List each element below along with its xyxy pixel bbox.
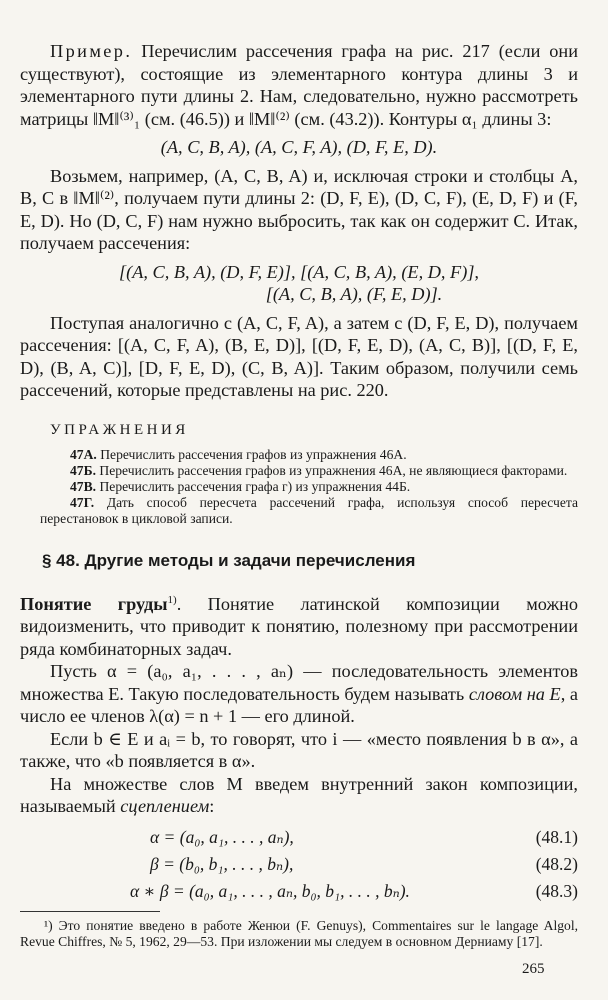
formula-48-3: α ∗ β = (a₀, a₁, . . . , aₙ, b₀, b₁, . . . , bₙ). (48.3) (130, 880, 578, 901)
example-lead: Пример. (50, 41, 133, 61)
section-paragraph-4: На множестве слов M введем внутренний закон композиции, называемый сцеплением: (20, 773, 578, 817)
page-number: 265 (522, 961, 545, 977)
example-text: Перечислим рассечения графа на рис. 217 (если они существуют), состоящие из элементарного контура длины 3 и элементарного пути длины 2. Нам, следовательно, нужно рассмотреть матрицы ‖M‖⁽³⁾₁ (см. (46.5)) и ‖M‖⁽²⁾ (см. (43.2)). Контуры α₁ длины 3: (20, 41, 578, 129)
exercise-item: 47Г. Дать способ пересчета рассечений графа, используя способ пересчета перестановок в цикловой записи. (40, 494, 578, 526)
footnote: ¹) Это понятие введено в работе Женюи (F. Genuys), Commentaires sur le langage Algol, Revue Chiffres, № 5, 1962, 29—53. При изложении мы следуем в основном Дерниаму [17]. (20, 917, 578, 950)
term: Понятие груды (20, 593, 168, 614)
section-paragraph-3: Если b ∈ E и aᵢ = b, то говорят, что i — «место появления b в α», а также, что «b появляется в α». (20, 728, 578, 772)
exercises-heading: УПРАЖНЕНИЯ (50, 421, 189, 438)
exercise-item: 47В. Перечислить рассечения графа г) из упражнения 44Б. (70, 478, 411, 494)
section-paragraph-1: Понятие груды$^{1)}$. Понятие латинской композиции можно видоизменить, что приводит к понятию, полезному при рассмотрении ряда комбинаторных задач. (20, 593, 579, 659)
footnote-mark: 1) (167, 593, 177, 606)
exercise-item: 47Б. Перечислить рассечения графов из упражнения 46А, не являющиеся факторами. (70, 462, 568, 478)
cuts-line-2: [(A, C, B, A), (F, E, D)]. (265, 284, 443, 304)
example-paragraph-2: Возьмем, например, (A, C, B, A) и, исключая строки и столбцы A, B, C в ‖M‖⁽²⁾, получаем пути длины 2: (D, F, E), (D, C, F), (E, D, F) и (F, E, D). Но (D, C, F) нам нужно выбросить, так как он содержит C. Итак, получаем рассечения: (20, 165, 578, 253)
formula-48-1: α = (a₀, a₁, . . . , aₙ), (48.1) (150, 826, 578, 847)
section-paragraph-2: Пусть α = (a₀, a₁, . . . , aₙ) — последовательность элементов множества E. Такую последовательность будем называть словом на E, а число ее членов λ(α) = n + 1 — его длиной. (20, 661, 578, 727)
example-paragraph-3: Поступая аналогично с (A, C, F, A), а затем с (D, F, E, D), получаем рассечения: [(A, C, F, A), (B, E, D)], [(D, F, E, D), (A, C, B)], [(D, F, E, D), (B, A, C)], [D, F, E, D), (C, B, A)]. Таким образом, получили семь рассечений, которые представлены на рис. 220. (20, 312, 578, 400)
example-paragraph (20, 40, 578, 130)
formula-48-2: β = (b₀, b₁, . . . , bₙ), (48.2) (150, 853, 578, 874)
section-title: § 48. Другие методы и задачи перечисления (42, 550, 416, 570)
contours-formula: (A, C, B, A), (A, C, F, A), (D, F, E, D). (160, 137, 438, 157)
exercises-list (40, 447, 578, 527)
footnote-rule (20, 911, 160, 912)
cuts-line-1: [(A, C, B, A), (D, F, E)], [(A, C, B, A), (E, D, F)], (119, 261, 479, 282)
page-body (20, 40, 578, 951)
exercise-item: 47А. Перечислить рассечения графов из упражнения 46А. (70, 446, 407, 462)
